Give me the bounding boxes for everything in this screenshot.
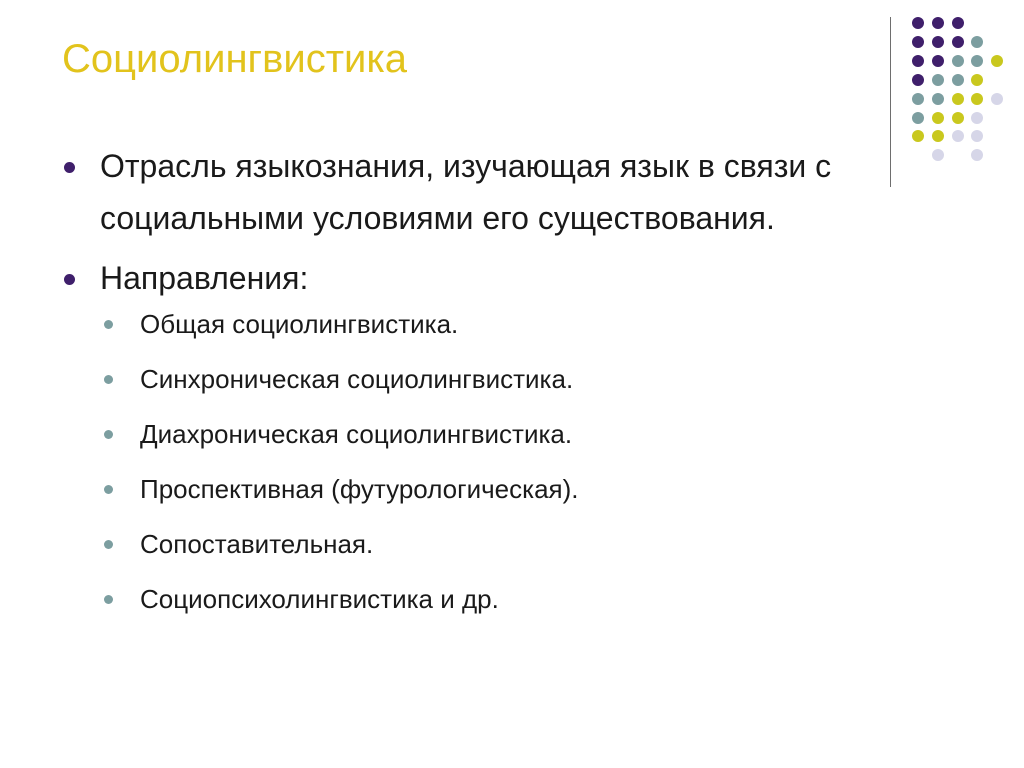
decorative-dot — [971, 93, 983, 105]
sub-bullet-item — [62, 473, 942, 505]
decorative-dot — [991, 93, 1003, 105]
decorative-dot — [991, 55, 1003, 67]
decorative-dot — [912, 93, 924, 105]
decorative-dot — [932, 55, 944, 67]
decorative-dot — [971, 112, 983, 124]
decorative-dot — [971, 55, 983, 67]
sub-bullet-dot-icon — [104, 375, 113, 384]
decorative-dot — [932, 36, 944, 48]
sub-bullet-item — [62, 363, 942, 395]
sub-bullet-item — [62, 528, 942, 560]
decorative-dot — [912, 36, 924, 48]
slide-title: Социолингвистика — [62, 37, 407, 81]
bullet-dot-icon — [64, 162, 75, 173]
sub-bullet-item — [62, 418, 942, 450]
decorative-dot — [952, 17, 964, 29]
sub-bullet-dot-icon — [104, 540, 113, 549]
decorative-dot — [912, 74, 924, 86]
sub-bullet-dot-icon — [104, 320, 113, 329]
sub-bullet-dot-icon — [104, 430, 113, 439]
sub-bullet-item — [62, 583, 942, 615]
decorative-dot — [912, 55, 924, 67]
sub-bullet-dot-icon — [104, 595, 113, 604]
decorative-dot — [952, 74, 964, 86]
sub-bullet-text: Общая социолингвистика. — [140, 309, 459, 339]
decorative-dot — [971, 36, 983, 48]
slide-body — [62, 140, 942, 638]
decorative-dot — [952, 36, 964, 48]
decorative-dot — [932, 74, 944, 86]
decorative-dot — [952, 112, 964, 124]
sub-bullet-text: Диахроническая социолингвистика. — [140, 419, 573, 449]
decorative-dot — [952, 130, 964, 142]
decorative-dot — [932, 93, 944, 105]
sub-bullet-text: Сопоставительная. — [140, 529, 374, 559]
decorative-dot — [912, 112, 924, 124]
bullet-item — [62, 140, 942, 244]
decorative-dot — [952, 93, 964, 105]
bullet-text: Направления: — [100, 260, 309, 296]
sub-bullet-dot-icon — [104, 485, 113, 494]
decorative-dot — [932, 17, 944, 29]
decorative-dot — [971, 74, 983, 86]
bullet-dot-icon — [64, 274, 75, 285]
sub-bullet-text: Социопсихолингвистика и др. — [140, 584, 499, 614]
bullet-item — [62, 252, 942, 304]
sub-bullet-text: Синхроническая социолингвистика. — [140, 364, 574, 394]
decorative-dot — [971, 130, 983, 142]
decorative-dot — [932, 112, 944, 124]
decorative-dot — [952, 55, 964, 67]
sub-bullet-list — [62, 308, 942, 615]
sub-bullet-text: Проспективная (футурологическая). — [140, 474, 579, 504]
sub-bullet-item — [62, 308, 942, 340]
bullet-text: Отрасль языкознания, изучающая язык в связи с социальными условиями его существования. — [100, 148, 832, 236]
decorative-dot — [971, 149, 983, 161]
decorative-dot — [912, 17, 924, 29]
